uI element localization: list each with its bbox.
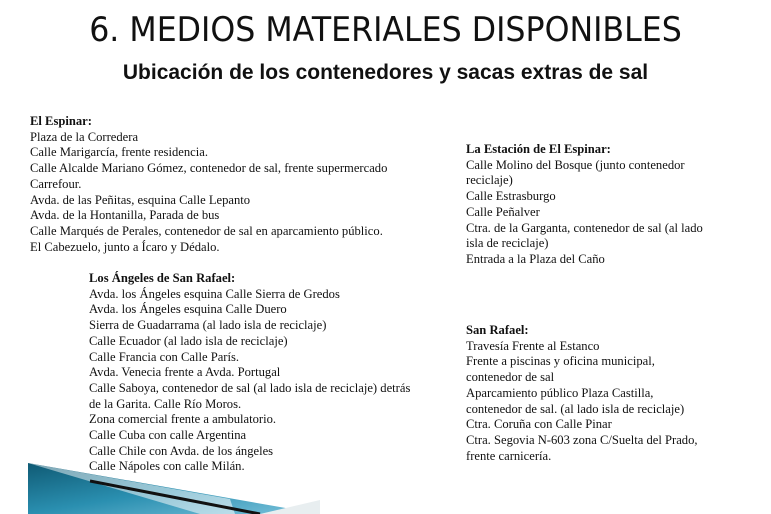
list-item: Avda. los Ángeles esquina Calle Sierra de Gredos (89, 286, 340, 301)
section-la-estacion (466, 142, 703, 268)
slide-subtitle: Ubicación de los contenedores y sacas extras de sal (122, 61, 649, 84)
list-item: Avda. Venecia frente a Avda. Portugal (89, 365, 281, 380)
section-heading: San Rafael: (466, 323, 529, 337)
list-item: contenedor de sal (466, 370, 555, 385)
list-item: Calle Chile con Avda. de los ángeles (89, 443, 274, 458)
list-item: Calle Estrasburgo (466, 189, 556, 204)
list-item: reciclaje) (466, 173, 513, 188)
list-item: Calle Peñalver (466, 204, 540, 219)
decorative-swoosh (0, 455, 320, 514)
list-item: Avda. de las Peñitas, esquina Calle Lepanto (30, 192, 251, 207)
list-item: Calle Cuba con calle Argentina (89, 428, 247, 443)
list-item: Sierra de Guadarrama (al lado isla de reciclaje) (89, 318, 327, 333)
list-item: Calle Marqués de Perales, contenedor de sal en aparcamiento público. (30, 223, 383, 238)
section-heading: La Estación de El Espinar: (466, 142, 611, 156)
list-item: de la Garita. Calle Río Moros. (89, 396, 242, 411)
list-item: Calle Francia con Calle París. (89, 349, 240, 364)
list-item: isla de reciclaje) (466, 236, 549, 251)
list-item: Ctra. Coruña con Calle Pinar (466, 417, 612, 432)
list-item: Avda. de la Hontanilla, Parada de bus (30, 208, 220, 223)
list-item: Ctra. Segovia N-603 zona C/Suelta del Prado, (466, 432, 698, 447)
section-el-espinar (30, 114, 387, 255)
list-item: Carrefour. (30, 176, 82, 191)
list-item: Avda. los Ángeles esquina Calle Duero (89, 302, 287, 317)
list-item: Travesía Frente al Estanco (466, 338, 600, 353)
section-heading: El Espinar: (30, 114, 92, 128)
list-item: Zona comercial frente a ambulatorio. (89, 412, 277, 427)
slide-title: 6. MEDIOS MATERIALES DISPONIBLES (89, 10, 682, 50)
list-item: Aparcamiento público Plaza Castilla, (466, 385, 654, 400)
list-item: Calle Nápoles con calle Milán. (89, 459, 245, 474)
list-item: Plaza de la Corredera (30, 129, 139, 144)
list-item: Calle Marigarcía, frente residencia. (30, 145, 208, 160)
list-item: El Cabezuelo, junto a Ícaro y Dédalo. (30, 239, 220, 254)
section-heading: Los Ángeles de San Rafael: (89, 271, 236, 285)
list-item: contenedor de sal. (al lado isla de reciclaje) (466, 401, 685, 416)
list-item: Calle Alcalde Mariano Gómez, contenedor de sal, frente supermercado (30, 161, 388, 176)
section-los-angeles (89, 271, 410, 475)
list-item: Entrada a la Plaza del Caño (466, 251, 605, 266)
list-item: Calle Saboya, contenedor de sal (al lado isla de reciclaje) detrás (89, 380, 411, 395)
list-item: Calle Ecuador (al lado isla de reciclaje) (89, 333, 288, 348)
section-san-rafael (466, 323, 698, 464)
list-item: Ctra. de la Garganta, contenedor de sal (al lado (466, 220, 703, 235)
list-item: Calle Molino del Bosque (junto contenedor (466, 157, 685, 172)
list-item: frente carnicería. (466, 448, 552, 463)
list-item: Frente a piscinas y oficina municipal, (466, 354, 655, 369)
